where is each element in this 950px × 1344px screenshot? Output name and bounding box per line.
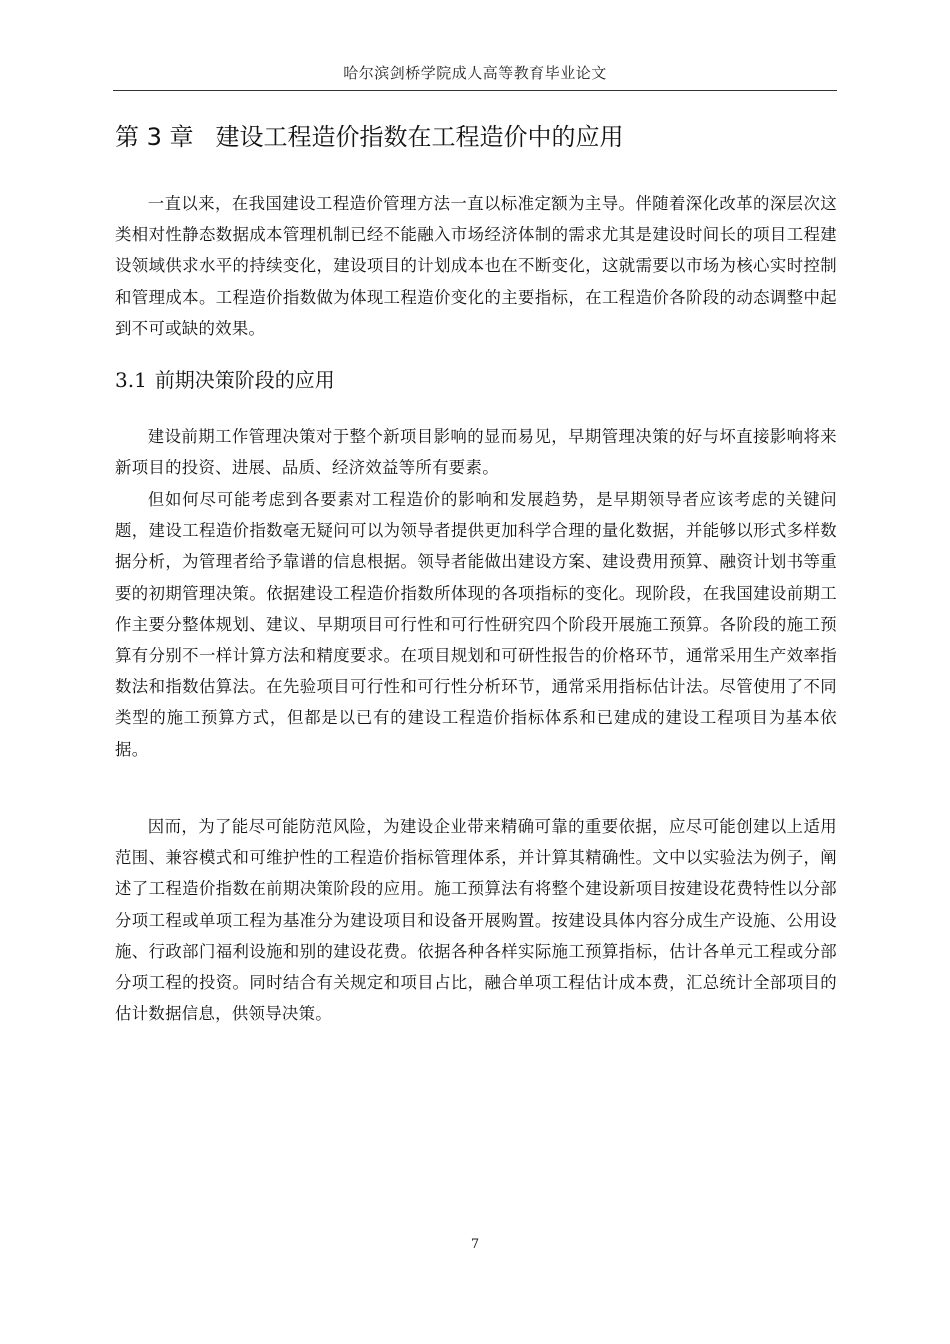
body-paragraph: 因而，为了能尽可能防范风险，为建设企业带来精确可靠的重要依据，应尽可能创建以上适用范围、兼容模式和可维护性的工程造价指标管理体系，并计算其精确性。文中以实验法为例子，阐述了工程造价指数在前期决策阶段的应用。施工预算法有将整个建设新项目按建设花费特性以分部分项工程或单项工程为基准分为建设项目和设备开展购置。按建设具体内容分成生产设施、公用设施、行政部门福利设施和别的建设花费。依据各种各样实际施工预算指标，估计各单元工程或分部分项工程的投资。同时结合有关规定和项目占比，融合单项工程估计成本费，汇总统计全部项目的估计数据信息，供领导决策。 [115,817,837,1024]
section-title: 前期决策阶段的应用 [154,368,335,392]
chapter-heading [115,120,835,154]
chapter-title: 建设工程造价指数在工程造价中的应用 [215,123,624,151]
section-number: 3.1 [115,368,147,392]
section-heading [115,364,835,396]
body-paragraph: 但如何尽可能考虑到各要素对工程造价的影响和发展趋势，是早期领导者应该考虑的关键问题，建设工程造价指数毫无疑问可以为领导者提供更加科学合理的量化数据，并能够以形式多样数据分析，为管理者给予靠谱的信息根据。领导者能做出建设方案、建设费用预算、融资计划书等重要的初期管理决策。依据建设工程造价指数所体现的各项指标的变化。现阶段，在我国建设前期工作主要分整体规划、建议、早期项目可行性和可行性研究四个阶段开展施工预算。各阶段的施工预算有分别不一样计算方法和精度要求。在项目规划和可研性报告的价格环节，通常采用生产效率指数法和指数估算法。在先验项目可行性和可行性分析环节，通常采用指标估计法。尽管使用了不同类型的施工预算方式，但都是以已有的建设工程造价指标体系和已建成的建设工程项目为基本依据。 [115,490,837,759]
body-paragraph: 建设前期工作管理决策对于整个新项目影响的显而易见，早期管理决策的好与坏直接影响将来新项目的投资、进展、品质、经济效益等所有要素。 [115,427,837,478]
running-header: 哈尔滨剑桥学院成人高等教育毕业论文 [343,64,607,82]
intro-paragraph: 一直以来，在我国建设工程造价管理方法一直以标准定额为主导。伴随着深化改革的深层次这类相对性静态数据成本管理机制已经不能融入市场经济体制的需求尤其是建设时间长的项目工程建设领域供求水平的持续变化，建设项目的计划成本也在不断变化，这就需要以市场为核心实时控制和管理成本。工程造价指数做为体现工程造价变化的主要指标，在工程造价各阶段的动态调整中起到不可或缺的效果。 [115,194,837,338]
page-number: 7 [470,1237,480,1252]
header-rule [113,90,837,91]
chapter-number: 第 3 章 [115,123,194,151]
